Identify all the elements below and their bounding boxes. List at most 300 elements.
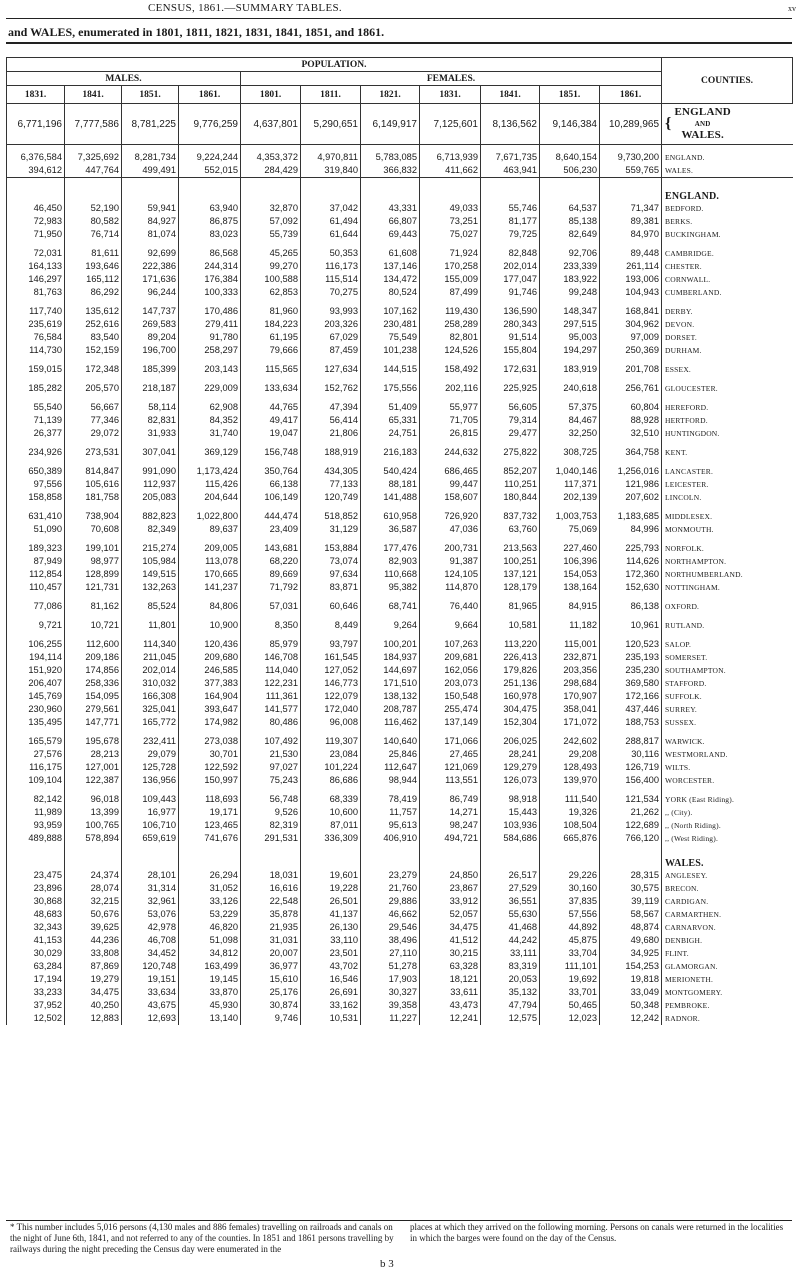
population-cell: 232,871 (540, 651, 600, 664)
population-cell: 10,581 (481, 619, 540, 632)
population-cell: 170,907 (540, 690, 600, 703)
population-cell: 116,175 (7, 761, 65, 774)
population-cell: 11,989 (7, 806, 65, 819)
population-cell: 134,472 (361, 273, 420, 286)
population-cell: 85,138 (540, 215, 600, 228)
population-cell: 20,053 (481, 973, 540, 986)
population-cell: 30,160 (540, 882, 600, 895)
population-cell: 209,005 (179, 542, 241, 555)
population-cell: 50,676 (65, 908, 122, 921)
table-row (7, 703, 793, 716)
population-cell: 122,689 (600, 819, 662, 832)
population-cell: 153,884 (301, 542, 361, 555)
county-name: NORFOLK. (662, 542, 793, 555)
population-cell: 151,920 (7, 664, 65, 677)
population-cell: 11,182 (540, 619, 600, 632)
table-row (7, 748, 793, 761)
population-cell: 36,977 (241, 960, 301, 973)
population-cell: 128,493 (540, 761, 600, 774)
population-cell: 364,758 (600, 446, 662, 459)
population-cell: 584,686 (481, 832, 540, 845)
population-cell: 46,820 (179, 921, 241, 934)
population-cell: 121,534 (600, 793, 662, 806)
county-name: CAMBRIDGE. (662, 247, 793, 260)
population-cell: 183,922 (540, 273, 600, 286)
population-cell: 499,491 (122, 164, 179, 178)
year-header: 1811. (301, 86, 361, 104)
population-cell: 120,748 (122, 960, 179, 973)
population-cell: 9,526 (241, 806, 301, 819)
population-cell: 185,399 (122, 363, 179, 376)
population-cell: 159,015 (7, 363, 65, 376)
population-cell: 148,347 (540, 305, 600, 318)
population-cell: 251,136 (481, 677, 540, 690)
population-cell: 76,440 (420, 600, 481, 613)
population-cell: 71,705 (420, 414, 481, 427)
population-cell: 91,780 (179, 331, 241, 344)
population-cell: 136,956 (122, 774, 179, 787)
population-cell: 46,708 (122, 934, 179, 947)
table-row (7, 819, 793, 832)
population-cell: 10,531 (301, 1012, 361, 1025)
population-cell: 98,977 (65, 555, 122, 568)
population-cell: 145,769 (7, 690, 65, 703)
population-cell: 57,092 (241, 215, 301, 228)
population-cell: 51,090 (7, 523, 65, 536)
population-cell: 83,540 (65, 331, 122, 344)
population-cell: 18,031 (241, 869, 301, 882)
population-cell: 180,844 (481, 491, 540, 504)
population-cell: 194,114 (7, 651, 65, 664)
population-cell: 85,979 (241, 638, 301, 651)
population-cell: 113,078 (179, 555, 241, 568)
population-cell: 146,297 (7, 273, 65, 286)
population-cell: 44,242 (481, 934, 540, 947)
county-name: DURHAM. (662, 344, 793, 357)
population-cell: 154,095 (65, 690, 122, 703)
county-name: SALOP. (662, 638, 793, 651)
county-name: SURREY. (662, 703, 793, 716)
county-name: WARWICK. (662, 735, 793, 748)
county-name: NORTHUMBERLAND. (662, 568, 793, 581)
population-cell: 172,360 (600, 568, 662, 581)
population-cell: 171,636 (122, 273, 179, 286)
population-cell: 79,314 (481, 414, 540, 427)
population-cell: 234,926 (7, 446, 65, 459)
population-cell: 33,611 (420, 986, 481, 999)
population-cell: 58,567 (600, 908, 662, 921)
population-cell: 72,983 (7, 215, 65, 228)
population-cell: 112,647 (361, 761, 420, 774)
population-cell: 32,343 (7, 921, 65, 934)
population-cell: 1,256,016 (600, 465, 662, 478)
population-cell: 122,079 (301, 690, 361, 703)
population-cell: 117,740 (7, 305, 65, 318)
population-cell: 209,186 (65, 651, 122, 664)
population-cell: 81,177 (481, 215, 540, 228)
population-cell: 6,713,939 (420, 151, 481, 164)
population-cell: 147,737 (122, 305, 179, 318)
population-cell: 15,610 (241, 973, 301, 986)
table-row (7, 491, 793, 504)
population-cell: 37,952 (7, 999, 65, 1012)
population-cell: 100,333 (179, 286, 241, 299)
population-cell: 81,074 (122, 228, 179, 241)
population-cell: 665,876 (540, 832, 600, 845)
population-cell: 150,997 (179, 774, 241, 787)
population-cell: 240,618 (540, 382, 600, 395)
population-cell: 158,858 (7, 491, 65, 504)
population-cell: 26,377 (7, 427, 65, 440)
population-cell: 82,831 (122, 414, 179, 427)
population-cell: 163,499 (179, 960, 241, 973)
population-cell: 1,040,146 (540, 465, 600, 478)
population-cell: 30,327 (361, 986, 420, 999)
population-cell: 506,230 (540, 164, 600, 178)
population-cell: 27,576 (7, 748, 65, 761)
population-cell: 76,714 (65, 228, 122, 241)
population-cell: 137,146 (361, 260, 420, 273)
section-heading: WALES. (662, 851, 793, 869)
population-cell: 319,840 (301, 164, 361, 178)
population-cell: 258,297 (179, 344, 241, 357)
population-cell: 147,771 (65, 716, 122, 729)
population-cell: 366,832 (361, 164, 420, 178)
county-name: FLINT. (662, 947, 793, 960)
population-cell: 33,111 (481, 947, 540, 960)
population-cell: 33,704 (540, 947, 600, 960)
population-cell: 44,765 (241, 401, 301, 414)
total-label-line1: ENGLAND (674, 106, 731, 118)
year-header: 1851. (540, 86, 600, 104)
population-cell: 84,915 (540, 600, 600, 613)
table-row (7, 690, 793, 703)
population-cell: 206,025 (481, 735, 540, 748)
county-name: DEVON. (662, 318, 793, 331)
population-cell: 91,746 (481, 286, 540, 299)
population-cell: 29,072 (65, 427, 122, 440)
population-cell: 230,960 (7, 703, 65, 716)
population-cell: 31,031 (241, 934, 301, 947)
population-cell: 46,450 (7, 202, 65, 215)
table-row (7, 600, 793, 613)
county-name: ,, (North Riding). (662, 819, 793, 832)
population-cell: 91,514 (481, 331, 540, 344)
total-cell: 9,146,384 (540, 104, 600, 145)
population-cell: 164,133 (7, 260, 65, 273)
population-cell: 51,409 (361, 401, 420, 414)
population-cell: 84,996 (600, 523, 662, 536)
population-cell: 24,751 (361, 427, 420, 440)
population-cell: 13,140 (179, 1012, 241, 1025)
population-cell: 121,731 (65, 581, 122, 594)
population-cell: 280,343 (481, 318, 540, 331)
population-cell: 377,383 (179, 677, 241, 690)
population-cell: 43,702 (301, 960, 361, 973)
table-row (7, 716, 793, 729)
population-cell: 84,467 (540, 414, 600, 427)
table-row (7, 555, 793, 568)
population-cell: 99,248 (540, 286, 600, 299)
population-cell: 137,121 (481, 568, 540, 581)
population-cell: 304,475 (481, 703, 540, 716)
population-cell: 132,263 (122, 581, 179, 594)
population-cell: 61,608 (361, 247, 420, 260)
population-cell: 52,190 (65, 202, 122, 215)
population-cell: 50,348 (600, 999, 662, 1012)
population-cell: 991,090 (122, 465, 179, 478)
population-cell: 152,630 (600, 581, 662, 594)
population-cell: 36,587 (361, 523, 420, 536)
county-name: CORNWALL. (662, 273, 793, 286)
population-cell: 12,883 (65, 1012, 122, 1025)
population-cell: 82,848 (481, 247, 540, 260)
population-cell: 204,644 (179, 491, 241, 504)
population-cell: 19,279 (65, 973, 122, 986)
population-cell: 25,176 (241, 986, 301, 999)
population-cell: 33,870 (179, 986, 241, 999)
population-cell: 19,145 (179, 973, 241, 986)
population-cell: 63,328 (420, 960, 481, 973)
population-cell: 114,626 (600, 555, 662, 568)
table-row (7, 286, 793, 299)
total-cell: 6,771,196 (7, 104, 65, 145)
population-cell: 83,871 (301, 581, 361, 594)
population-cell: 56,414 (301, 414, 361, 427)
population-cell: 135,612 (65, 305, 122, 318)
population-cell: 199,101 (65, 542, 122, 555)
county-name: ,, (City). (662, 806, 793, 819)
population-cell: 659,619 (122, 832, 179, 845)
county-name: GLAMORGAN. (662, 960, 793, 973)
county-name: SUFFOLK. (662, 690, 793, 703)
population-cell: 99,447 (420, 478, 481, 491)
year-header: 1801. (241, 86, 301, 104)
population-cell: 298,684 (540, 677, 600, 690)
population-cell: 184,937 (361, 651, 420, 664)
population-cell: 288,817 (600, 735, 662, 748)
population-cell: 81,960 (241, 305, 301, 318)
population-cell: 8,449 (301, 619, 361, 632)
population-cell: 814,847 (65, 465, 122, 478)
population-cell: 34,925 (600, 947, 662, 960)
population-cell: 185,282 (7, 382, 65, 395)
population-cell: 489,888 (7, 832, 65, 845)
population-cell: 30,701 (179, 748, 241, 761)
table-row (7, 651, 793, 664)
population-cell: 11,757 (361, 806, 420, 819)
population-cell: 77,133 (301, 478, 361, 491)
population-cell: 200,731 (420, 542, 481, 555)
population-cell: 26,130 (301, 921, 361, 934)
population-cell: 9,264 (361, 619, 420, 632)
total-cell: 6,149,917 (361, 104, 420, 145)
population-cell: 97,556 (7, 478, 65, 491)
population-cell: 68,741 (361, 600, 420, 613)
population-cell: 82,142 (7, 793, 65, 806)
county-name: DORSET. (662, 331, 793, 344)
population-cell: 143,681 (241, 542, 301, 555)
population-cell: 121,986 (600, 478, 662, 491)
population-cell: 55,746 (481, 202, 540, 215)
population-cell: 84,806 (179, 600, 241, 613)
title-rule (6, 42, 792, 44)
population-cell: 68,220 (241, 555, 301, 568)
population-cell: 139,970 (540, 774, 600, 787)
population-cell: 26,691 (301, 986, 361, 999)
population-cell: 23,501 (301, 947, 361, 960)
population-cell: 205,083 (122, 491, 179, 504)
population-cell: 106,149 (241, 491, 301, 504)
county-name: HUNTINGDON. (662, 427, 793, 440)
population-cell: 61,195 (241, 331, 301, 344)
population-cell: 71,347 (600, 202, 662, 215)
total-label: { ENGLAND AND WALES. (662, 104, 793, 145)
population-cell: 55,630 (481, 908, 540, 921)
population-cell: 244,314 (179, 260, 241, 273)
population-cell: 7,325,692 (65, 151, 122, 164)
population-cell: 244,632 (420, 446, 481, 459)
population-cell: 158,492 (420, 363, 481, 376)
population-cell: 71,792 (241, 581, 301, 594)
population-cell: 23,084 (301, 748, 361, 761)
population-cell: 93,993 (301, 305, 361, 318)
county-name: KENT. (662, 446, 793, 459)
total-cell: 7,125,601 (420, 104, 481, 145)
population-cell: 28,213 (65, 748, 122, 761)
population-cell: 269,583 (122, 318, 179, 331)
population-cell: 126,073 (481, 774, 540, 787)
population-cell: 16,977 (122, 806, 179, 819)
population-cell: 33,808 (65, 947, 122, 960)
population-cell: 738,904 (65, 510, 122, 523)
population-cell: 135,495 (7, 716, 65, 729)
population-cell: 75,027 (420, 228, 481, 241)
population-cell: 119,307 (301, 735, 361, 748)
table-row (7, 151, 793, 164)
population-cell: 394,612 (7, 164, 65, 178)
population-cell: 50,353 (301, 247, 361, 260)
population-cell: 172,631 (481, 363, 540, 376)
population-cell: 47,394 (301, 401, 361, 414)
population-cell: 255,474 (420, 703, 481, 716)
county-name: NOTTINGHAM. (662, 581, 793, 594)
county-name: SUSSEX. (662, 716, 793, 729)
population-cell: 22,548 (241, 895, 301, 908)
population-cell: 33,162 (301, 999, 361, 1012)
county-name: DERBY. (662, 305, 793, 318)
population-cell: 115,426 (179, 478, 241, 491)
population-cell: 64,537 (540, 202, 600, 215)
population-cell: 154,053 (540, 568, 600, 581)
population-cell: 308,725 (540, 446, 600, 459)
population-cell: 86,292 (65, 286, 122, 299)
population-cell: 165,579 (7, 735, 65, 748)
population-cell: 65,331 (361, 414, 420, 427)
population-cell: 80,486 (241, 716, 301, 729)
population-cell: 16,546 (301, 973, 361, 986)
population-cell: 16,616 (241, 882, 301, 895)
population-cell: 56,605 (481, 401, 540, 414)
population-cell: 444,474 (241, 510, 301, 523)
population-cell: 19,151 (122, 973, 179, 986)
county-name: BERKS. (662, 215, 793, 228)
population-cell: 113,551 (420, 774, 481, 787)
population-cell: 95,613 (361, 819, 420, 832)
population-cell: 205,570 (65, 382, 122, 395)
population-cell: 242,602 (540, 735, 600, 748)
population-cell: 52,057 (420, 908, 481, 921)
population-cell: 21,806 (301, 427, 361, 440)
population-cell: 76,584 (7, 331, 65, 344)
population-cell: 55,977 (420, 401, 481, 414)
table-row (7, 986, 793, 999)
population-cell: 87,499 (420, 286, 481, 299)
population-header: POPULATION. (7, 58, 662, 72)
population-cell: 149,515 (122, 568, 179, 581)
population-cell: 766,120 (600, 832, 662, 845)
population-cell: 50,465 (540, 999, 600, 1012)
population-cell: 104,943 (600, 286, 662, 299)
population-cell: 225,793 (600, 542, 662, 555)
population-cell: 70,608 (65, 523, 122, 536)
table-row (7, 260, 793, 273)
population-cell: 110,668 (361, 568, 420, 581)
table-row (7, 1012, 793, 1025)
population-cell: 27,529 (481, 882, 540, 895)
population-cell: 14,271 (420, 806, 481, 819)
population-cell: 115,565 (241, 363, 301, 376)
table-row (7, 318, 793, 331)
population-cell: 350,764 (241, 465, 301, 478)
footnote-right: places at which they arrived on the following morning. Persons on canals were returned in the localities in which the barges were found on the day of the Census. (410, 1222, 784, 1243)
population-cell: 540,424 (361, 465, 420, 478)
population-cell: 111,540 (540, 793, 600, 806)
population-cell: 166,308 (122, 690, 179, 703)
table-row (7, 638, 793, 651)
population-cell: 127,001 (65, 761, 122, 774)
table-row (7, 774, 793, 787)
population-cell: 89,381 (600, 215, 662, 228)
population-cell: 49,680 (600, 934, 662, 947)
table-row (7, 793, 793, 806)
population-cell: 21,262 (600, 806, 662, 819)
population-cell: 68,339 (301, 793, 361, 806)
population-cell: 31,129 (301, 523, 361, 536)
population-cell: 97,027 (241, 761, 301, 774)
population-cell: 882,823 (122, 510, 179, 523)
population-cell: 87,949 (7, 555, 65, 568)
population-cell: 112,854 (7, 568, 65, 581)
county-name: LEICESTER. (662, 478, 793, 491)
population-cell: 98,944 (361, 774, 420, 787)
population-cell: 229,009 (179, 382, 241, 395)
population-cell: 114,730 (7, 344, 65, 357)
population-cell: 256,761 (600, 382, 662, 395)
population-cell: 42,978 (122, 921, 179, 934)
population-cell: 83,023 (179, 228, 241, 241)
population-cell: 106,255 (7, 638, 65, 651)
population-cell: 29,477 (481, 427, 540, 440)
population-cell: 97,634 (301, 568, 361, 581)
population-cell: 49,417 (241, 414, 301, 427)
population-cell: 19,692 (540, 973, 600, 986)
population-cell: 494,721 (420, 832, 481, 845)
population-cell: 4,353,372 (241, 151, 301, 164)
year-header: 1861. (179, 86, 241, 104)
population-cell: 96,018 (65, 793, 122, 806)
population-cell: 28,101 (122, 869, 179, 882)
